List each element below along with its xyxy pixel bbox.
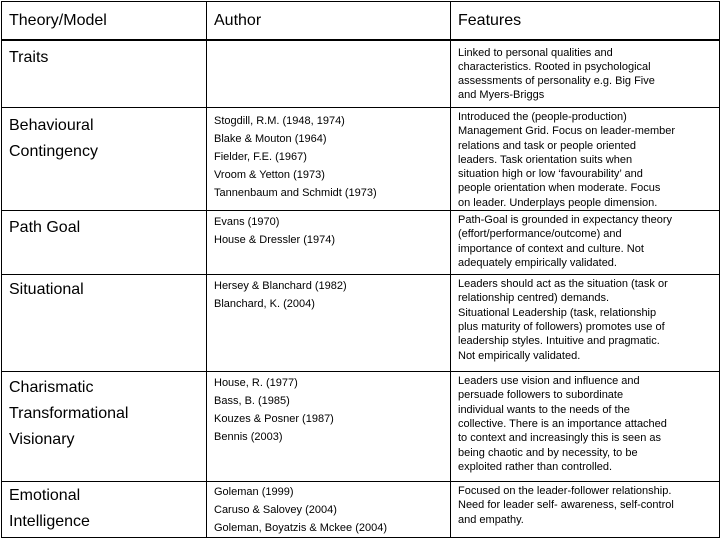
author-cell (207, 275, 451, 372)
author-entry: Evans (1970) (214, 216, 280, 229)
author-cell (207, 211, 451, 275)
theory-label: Behavioural (9, 117, 94, 134)
author-entry: Tannenbaum and Schmidt (1973) (214, 187, 377, 199)
author-cell (207, 482, 451, 538)
features-text: Focused on the leader-follower relationship. Need for leader self- awareness, self-control and empathy. (458, 485, 674, 526)
theory-label: Contingency (9, 143, 98, 160)
author-entry: Hersey & Blanchard (1982) (214, 280, 347, 293)
author-entry: Stogdill, R.M. (1948, 1974) (214, 115, 345, 127)
table-header-row (2, 2, 720, 40)
author-entry: Bass, B. (1985) (214, 395, 290, 408)
author-entry: House & Dressler (1974) (214, 234, 336, 247)
theory-label: Visionary (9, 431, 75, 449)
features-text: Introduced the (people-production) Management Grid. Focus on leader-member relations and task or people oriented leaders. Task orientation suits when situation high or low ‘favourability’ and people orientation when moderate. Focus on leader. Underplays people dimension. (458, 111, 676, 209)
table-row-traits (2, 40, 720, 108)
features-cell (451, 108, 720, 211)
author-cell (207, 40, 451, 108)
features-cell (451, 372, 720, 482)
author-entry: House, R. (1977) (214, 377, 298, 390)
theory-cell (2, 482, 207, 538)
table-row-situational (2, 275, 720, 372)
author-entry: Vroom & Yetton (1973) (214, 169, 325, 181)
features-cell (451, 40, 720, 108)
author-entry: Bennis (2003) (214, 431, 283, 444)
leadership-theories-table (1, 1, 720, 538)
header-author: Author (214, 12, 262, 29)
author-entry: Goleman (1999) (214, 486, 294, 499)
theory-label: Situational (9, 281, 84, 299)
theory-cell (2, 40, 207, 108)
features-text: Path-Goal is grounded in expectancy theory (effort/performance/outcome) and importance of context and culture. Not adequately empirically validated. (458, 214, 673, 269)
header-theory-cell (2, 2, 207, 40)
theory-label: Traits (9, 48, 49, 66)
theory-cell (2, 211, 207, 275)
header-features-cell (451, 2, 720, 40)
author-entry: Blake & Mouton (1964) (214, 133, 327, 145)
features-cell (451, 275, 720, 372)
features-cell (451, 482, 720, 538)
author-entry: Goleman, Boyatzis & Mckee (2004) (214, 522, 388, 535)
theory-label: Path Goal (9, 219, 81, 237)
features-text: Leaders use vision and influence and persuade followers to subordinate individual wants to the needs of the collective. There is an importance attached to context and increasingly this is seen as being chaotic and by necessity, to be exploited rather than controlled. (458, 375, 667, 473)
header-theory: Theory/Model (9, 12, 107, 29)
features-text: Leaders should act as the situation (task or relationship centred) demands. Situational Leadership (task, relationship plus maturity of followers) promotes use of leadership styles. Intuitive and pragmatic. Not empirically validated. (458, 278, 668, 362)
author-cell (207, 108, 451, 211)
table-row-behavioural (2, 108, 720, 211)
author-entry: Fielder, F.E. (1967) (214, 151, 307, 163)
theory-label: Transformational (9, 405, 129, 423)
table-row-path-goal (2, 211, 720, 275)
table-row-charismatic (2, 372, 720, 482)
features-cell (451, 211, 720, 275)
author-entry: Blanchard, K. (2004) (214, 298, 315, 311)
table-row-emotional-intelligence (2, 482, 720, 538)
author-entry: Kouzes & Posner (1987) (214, 413, 334, 426)
theory-cell (2, 372, 207, 482)
theory-label: Charismatic (9, 379, 94, 397)
theory-label: Intelligence (9, 513, 90, 531)
theory-cell (2, 275, 207, 372)
theory-label: Emotional (9, 487, 81, 505)
author-entry: Caruso & Salovey (2004) (214, 504, 337, 517)
author-cell (207, 372, 451, 482)
features-text: Linked to personal qualities and characteristics. Rooted in psychological assessments of personality e.g. Big Five and Myers-Briggs (458, 46, 655, 102)
header-features: Features (458, 12, 522, 29)
theory-cell (2, 108, 207, 211)
header-author-cell (207, 2, 451, 40)
